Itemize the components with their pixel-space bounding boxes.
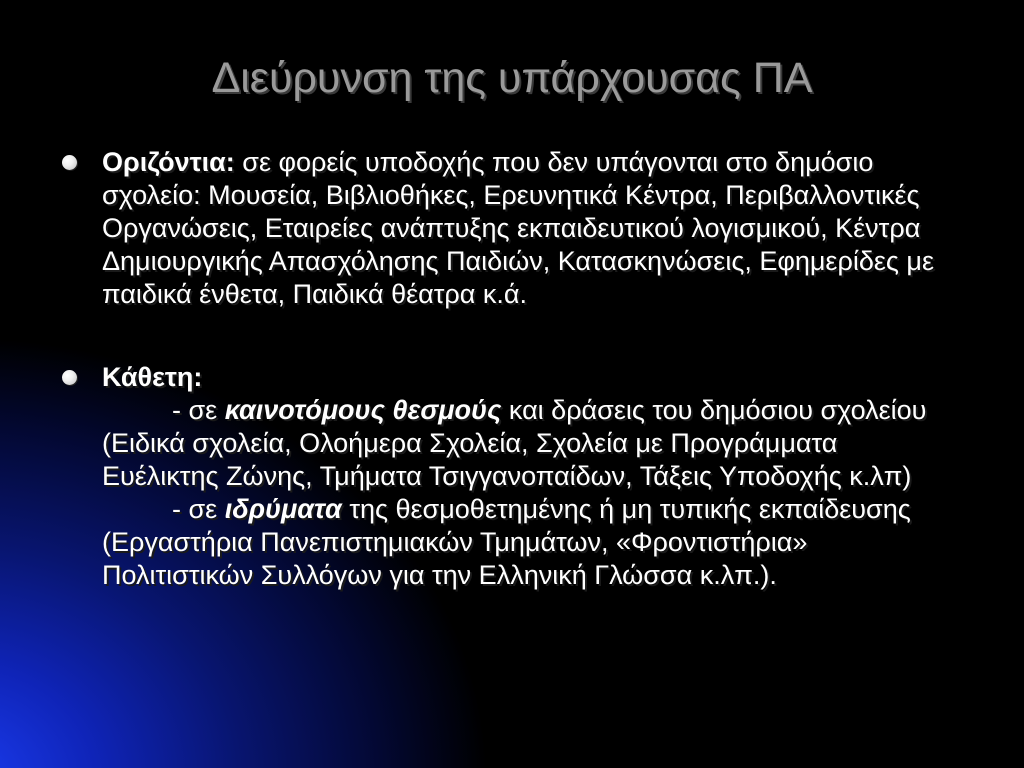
sub-text: και δράσεις του δημόσιου σχολείου (Ειδικά σχολεία, Ολοήμερα Σχολεία, Σχολεία με Προγράμματα Ευέλικτης Ζώνης, Τμήματα Τσιγγανοπαίδων, Τάξεις Υποδοχής κ.λπ) bbox=[102, 395, 927, 491]
sub-prefix: - σε bbox=[172, 494, 225, 524]
slide-title: Διεύρυνση της υπάρχουσας ΠΑ bbox=[211, 54, 813, 102]
bullet-horizontal bbox=[60, 146, 960, 311]
bullet-dot-icon bbox=[62, 370, 77, 385]
sub-paragraph-institutions bbox=[102, 493, 960, 592]
bullet-dot-icon bbox=[62, 155, 77, 170]
sub-prefix: - σε bbox=[172, 395, 225, 425]
sub-text: της θεσμοθετημένης ή μη τυπικής εκπαίδευσης (Εργαστήρια Πανεπιστημιακών Τμημάτων, «Φροντιστήρια» Πολιτιστικών Συλλόγων για την Ελληνική Γλώσσα κ.λπ.). bbox=[102, 494, 911, 590]
sub-emphasis: καινοτόμους θεσμούς bbox=[224, 395, 502, 425]
bullet-label-vertical: Κάθετη: bbox=[102, 362, 203, 392]
slide-content bbox=[60, 146, 960, 592]
bullet-text-horizontal: σε φορείς υποδοχής που δεν υπάγονται στο δημόσιο σχολείο: Μουσεία, Βιβλιοθήκες, Ερευνητικά Κέντρα, Περιβαλλοντικές Οργανώσεις, Εταιρείες ανάπτυξης εκπαιδευτικού λογισμικού, Κέντρα Δημιουργικής Απασχόλησης Παιδιών, Κατασκηνώσεις, Εφημερίδες με παιδικά ένθετα, Παιδικά θέατρα κ.ά. bbox=[102, 147, 935, 309]
bullet-vertical bbox=[60, 361, 960, 592]
sub-paragraph-innovative bbox=[102, 394, 960, 493]
bullet-label-horizontal: Οριζόντια: bbox=[102, 147, 235, 177]
sub-emphasis: ιδρύματα bbox=[224, 494, 342, 524]
